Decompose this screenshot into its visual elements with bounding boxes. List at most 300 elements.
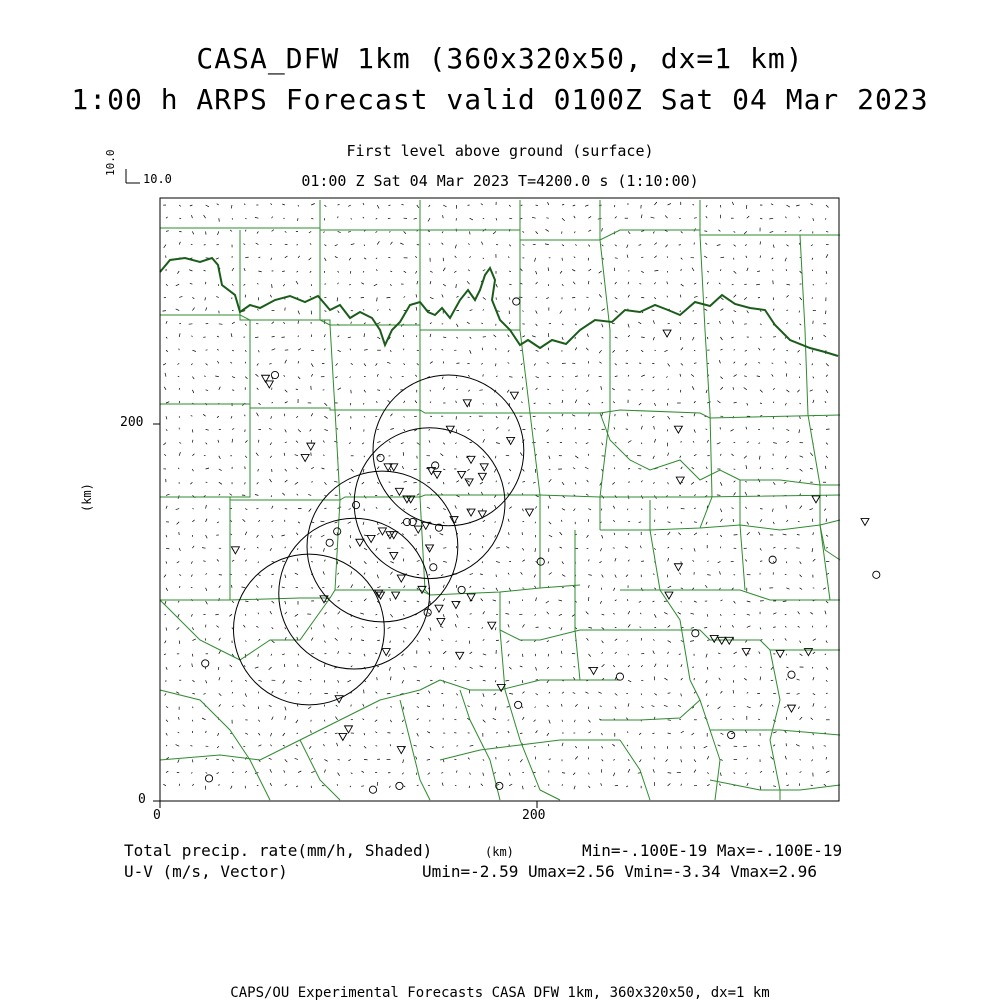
- wind-vector: [797, 693, 800, 694]
- wind-vector: [364, 733, 365, 735]
- wind-vector: [377, 241, 379, 244]
- wind-vector: [760, 390, 763, 393]
- wind-vector: [694, 218, 697, 219]
- station-triangle-marker: [467, 509, 475, 516]
- wind-vector: [428, 231, 430, 232]
- wind-vector: [496, 427, 499, 429]
- wind-vector: [733, 519, 734, 522]
- wind-vector: [599, 362, 601, 364]
- wind-vector: [192, 693, 195, 694]
- wind-vector: [826, 311, 827, 315]
- wind-vector: [389, 389, 390, 390]
- wind-vector: [585, 692, 588, 694]
- wind-vector: [377, 297, 378, 301]
- wind-vector: [694, 495, 696, 496]
- wind-vector: [654, 534, 655, 535]
- wind-vector: [404, 481, 407, 482]
- wind-vector: [773, 627, 776, 628]
- wind-vector: [338, 205, 340, 206]
- wind-vector: [800, 456, 804, 458]
- station-triangle-marker: [525, 509, 533, 516]
- wind-vector: [442, 294, 443, 297]
- wind-vector: [585, 467, 588, 469]
- wind-vector: [785, 626, 786, 627]
- wind-vector: [575, 704, 577, 706]
- wind-vector: [760, 311, 761, 312]
- wind-vector: [562, 773, 565, 774]
- station-triangle-marker: [488, 622, 496, 629]
- wind-vector: [417, 588, 419, 590]
- station-triangle-marker: [467, 456, 475, 463]
- wind-vector: [456, 495, 459, 497]
- wind-vector: [811, 785, 813, 786]
- wind-vector: [496, 403, 497, 406]
- wind-vector: [706, 205, 707, 207]
- wind-vector: [430, 402, 431, 404]
- wind-vector: [364, 230, 365, 231]
- wind-vector: [469, 390, 470, 392]
- wind-vector: [654, 297, 655, 299]
- wind-vector: [443, 443, 445, 445]
- wind-vector: [272, 520, 274, 521]
- wind-vector: [641, 231, 644, 232]
- wind-vector: [586, 443, 589, 444]
- wind-vector: [349, 443, 351, 444]
- wind-vector: [615, 575, 617, 578]
- wind-vector: [641, 271, 644, 273]
- wind-vector: [482, 627, 483, 628]
- wind-vector: [588, 245, 589, 247]
- wind-vector: [813, 733, 814, 735]
- wind-vector: [349, 745, 351, 746]
- wind-vector: [707, 667, 708, 670]
- wind-vector: [430, 627, 431, 630]
- wind-vector: [298, 548, 299, 550]
- wind-vector: [404, 429, 405, 431]
- wind-vector: [573, 693, 576, 694]
- wind-vector: [812, 548, 813, 552]
- wind-vector: [284, 414, 285, 417]
- wind-vector: [390, 522, 391, 523]
- station-circle-marker: [271, 371, 278, 378]
- wind-vector: [310, 679, 311, 680]
- wind-vector: [786, 468, 788, 469]
- wind-vector: [628, 680, 631, 682]
- wind-vector: [615, 217, 617, 219]
- wind-vector: [707, 756, 709, 759]
- station-triangle-marker: [710, 635, 718, 642]
- wind-vector: [271, 733, 272, 736]
- wind-vector: [166, 284, 168, 286]
- x-tick-label-0: 0: [153, 808, 161, 823]
- wind-vector: [759, 443, 760, 444]
- wind-vector: [745, 560, 747, 562]
- wind-vector: [602, 402, 604, 403]
- wind-vector: [351, 666, 353, 667]
- wind-vector: [192, 215, 193, 218]
- wind-vector: [245, 467, 246, 470]
- station-triangle-marker: [456, 652, 464, 659]
- wind-vector: [562, 245, 564, 246]
- wind-vector: [282, 271, 285, 272]
- wind-vector: [521, 205, 523, 206]
- wind-vector: [417, 733, 419, 736]
- wind-vector: [706, 680, 708, 683]
- wind-vector: [717, 401, 720, 403]
- wind-vector: [231, 333, 232, 337]
- wind-vector: [773, 547, 775, 548]
- wind-vector: [797, 390, 799, 392]
- wind-vector: [587, 638, 589, 641]
- wind-vector: [206, 519, 207, 522]
- wind-vector: [574, 720, 575, 722]
- wind-vector: [758, 362, 760, 363]
- wind-vector: [218, 231, 219, 235]
- wind-vector: [496, 640, 499, 641]
- wind-vector: [826, 667, 828, 670]
- wind-vector: [694, 401, 696, 403]
- wind-vector: [520, 453, 522, 456]
- wind-vector: [522, 654, 523, 657]
- wind-vector: [215, 376, 219, 377]
- wind-vector: [707, 575, 711, 576]
- wind-vector: [717, 443, 721, 445]
- wind-vector: [298, 680, 302, 682]
- wind-vector: [190, 283, 193, 284]
- wind-vector: [734, 652, 737, 654]
- wind-vector: [536, 324, 538, 326]
- wind-vector: [443, 759, 444, 762]
- station-triangle-marker: [812, 496, 820, 503]
- wind-vector: [390, 720, 391, 722]
- wind-vector: [363, 217, 364, 218]
- wind-vector: [681, 678, 683, 680]
- wind-vector: [219, 494, 220, 495]
- wind-vector: [602, 413, 603, 416]
- station-triangle-marker: [395, 488, 403, 495]
- wind-vector: [364, 258, 366, 259]
- wind-vector: [733, 321, 734, 324]
- wind-vector: [573, 773, 575, 775]
- station-triangle-marker: [301, 454, 309, 461]
- wind-vector: [654, 509, 656, 510]
- wind-vector: [245, 377, 247, 379]
- wind-vector: [826, 680, 827, 681]
- wind-vector: [509, 205, 510, 207]
- wind-vector: [324, 245, 326, 246]
- wind-vector: [706, 216, 707, 218]
- wind-vector: [338, 350, 341, 352]
- wind-vector: [786, 785, 789, 786]
- wind-vector: [192, 546, 194, 548]
- wind-vector: [338, 759, 340, 760]
- wind-vector: [574, 786, 575, 790]
- wind-vector: [602, 614, 605, 615]
- wind-vector: [206, 390, 209, 391]
- wind-vector: [641, 680, 643, 681]
- wind-vector: [546, 229, 549, 231]
- wind-vector: [338, 651, 339, 654]
- wind-vector: [311, 482, 313, 483]
- wind-vector: [668, 586, 672, 588]
- wind-vector: [272, 627, 274, 629]
- wind-vector: [377, 707, 378, 709]
- wind-vector: [706, 297, 708, 298]
- wind-vector: [204, 270, 206, 271]
- wind-vector: [322, 468, 325, 469]
- wind-vector: [535, 548, 536, 552]
- wind-vector: [734, 492, 736, 495]
- wind-vector: [232, 560, 234, 561]
- wind-vector: [664, 678, 667, 680]
- wind-vector: [232, 746, 233, 748]
- wind-vector: [206, 429, 209, 430]
- wind-vector: [166, 494, 170, 495]
- wind-vector: [641, 746, 642, 749]
- wind-vector: [653, 769, 654, 772]
- wind-vector: [456, 641, 457, 642]
- wind-vector: [668, 720, 671, 721]
- wind-vector: [377, 640, 380, 641]
- wind-vector: [336, 705, 338, 707]
- wind-vector: [602, 535, 603, 538]
- wind-vector: [496, 614, 498, 615]
- wind-vector: [206, 773, 208, 774]
- wind-vector: [824, 335, 827, 337]
- wind-vector: [351, 638, 352, 641]
- title-line-1: CASA_DFW 1km (360x320x50, dx=1 km): [0, 42, 1000, 75]
- wind-vector: [430, 535, 431, 538]
- wind-vector: [720, 519, 722, 522]
- wind-vector: [470, 416, 472, 417]
- wind-vector: [311, 413, 313, 416]
- wind-vector: [760, 667, 762, 668]
- wind-vector: [270, 456, 271, 458]
- wind-vector: [179, 586, 180, 588]
- wind-vector: [744, 678, 747, 680]
- wind-vector: [219, 482, 222, 484]
- wind-vector: [602, 733, 603, 735]
- wind-vector: [706, 693, 707, 695]
- station-circle-marker: [692, 630, 699, 637]
- wind-vector: [706, 654, 707, 658]
- wind-vector: [522, 387, 523, 390]
- wind-vector: [245, 601, 248, 602]
- wind-vector: [483, 456, 485, 458]
- wind-vector: [613, 773, 614, 777]
- wind-vector: [455, 245, 456, 249]
- reference-vector-label: 10.0: [143, 172, 172, 186]
- wind-vector: [178, 732, 180, 733]
- wind-vector: [575, 245, 577, 246]
- wind-vector: [362, 443, 364, 445]
- wind-vector: [390, 641, 391, 643]
- wind-vector: [654, 746, 655, 748]
- wind-vector: [508, 350, 509, 352]
- wind-vector: [757, 376, 760, 377]
- wind-vector: [256, 243, 259, 245]
- wind-vector: [258, 309, 259, 310]
- wind-vector: [283, 733, 285, 736]
- wind-vector: [641, 665, 642, 667]
- wind-vector: [311, 758, 313, 759]
- wind-vector: [311, 350, 314, 351]
- wind-vector: [347, 680, 350, 682]
- wind-vector: [717, 245, 721, 246]
- wind-vector: [270, 783, 272, 786]
- wind-vector: [627, 509, 628, 511]
- wind-vector: [404, 614, 405, 616]
- wind-vector: [800, 561, 802, 564]
- wind-vector: [772, 374, 774, 376]
- wind-vector: [429, 440, 430, 442]
- wind-vector: [562, 414, 563, 416]
- wind-vector: [219, 218, 220, 222]
- wind-vector: [612, 389, 615, 390]
- wind-vector: [377, 374, 378, 377]
- wind-vector: [179, 665, 180, 667]
- wind-vector: [494, 693, 497, 695]
- wind-vector: [653, 320, 654, 323]
- wind-vector: [694, 350, 695, 351]
- wind-vector: [390, 572, 392, 575]
- station-triangle-marker: [787, 705, 795, 712]
- wind-vector: [483, 535, 484, 537]
- wind-vector: [338, 271, 339, 273]
- wind-vector: [520, 733, 522, 734]
- wind-vector: [206, 731, 207, 733]
- wind-vector: [364, 561, 366, 564]
- wind-vector: [402, 720, 403, 722]
- wind-vector: [483, 403, 484, 405]
- wind-vector: [562, 400, 563, 403]
- wind-vector: [691, 627, 694, 628]
- wind-vector: [813, 677, 814, 680]
- wind-vector: [470, 652, 473, 654]
- wind-vector: [824, 509, 826, 511]
- wind-vector: [746, 256, 747, 258]
- wind-vector: [483, 639, 485, 640]
- wind-vector: [639, 759, 641, 762]
- radar-range-ring: [354, 428, 505, 579]
- wind-vector: [536, 350, 539, 351]
- wind-vector: [562, 720, 563, 722]
- wind-vector: [271, 203, 272, 205]
- station-triangle-marker: [367, 535, 375, 542]
- wind-vector: [361, 297, 364, 298]
- wind-vector: [588, 627, 592, 628]
- station-triangle-marker: [356, 539, 364, 546]
- wind-vector: [548, 744, 549, 746]
- wind-vector: [562, 561, 564, 564]
- wind-vector: [522, 588, 524, 589]
- wind-vector: [772, 468, 773, 469]
- wind-vector: [720, 600, 722, 601]
- wind-vector: [496, 218, 497, 220]
- wind-vector: [508, 363, 510, 364]
- wind-vector: [363, 203, 364, 205]
- wind-vector: [521, 572, 523, 574]
- wind-vector: [166, 561, 167, 563]
- wind-vector: [509, 377, 512, 378]
- wind-vector: [311, 374, 313, 377]
- wind-vector: [534, 746, 535, 747]
- wind-vector: [599, 294, 601, 297]
- wind-vector: [587, 535, 589, 538]
- station-circle-marker: [458, 586, 465, 593]
- wind-vector: [217, 773, 219, 774]
- wind-vector: [203, 414, 205, 416]
- wind-vector: [681, 467, 683, 469]
- wind-vector: [508, 257, 509, 258]
- wind-vector: [244, 268, 245, 271]
- wind-vector: [707, 705, 708, 707]
- wind-vector: [481, 784, 483, 786]
- wind-vector: [179, 205, 181, 206]
- wind-vector: [245, 218, 246, 219]
- wind-vector: [351, 322, 352, 324]
- wind-vector: [561, 520, 562, 522]
- wind-vector: [639, 522, 642, 523]
- wind-vector: [351, 469, 354, 472]
- wind-vector: [760, 218, 762, 219]
- wind-vector: [206, 535, 208, 538]
- wind-vector: [283, 284, 285, 286]
- wind-vector: [692, 588, 694, 590]
- station-triangle-marker: [742, 649, 750, 656]
- wind-vector: [483, 258, 484, 259]
- wind-vector: [628, 665, 630, 667]
- wind-vector: [668, 693, 671, 694]
- station-triangle-marker: [665, 592, 673, 599]
- wind-vector: [296, 745, 298, 747]
- wind-vector: [826, 548, 828, 549]
- wind-vector: [389, 442, 390, 443]
- county-boundaries: [160, 200, 840, 800]
- station-triangle-marker: [378, 528, 386, 535]
- wind-vector: [285, 759, 288, 762]
- wind-vector: [443, 667, 444, 670]
- wind-vector: [668, 773, 672, 774]
- wind-vector: [218, 284, 219, 286]
- wind-vector: [588, 281, 589, 284]
- wind-vector: [283, 745, 285, 746]
- wind-vector: [257, 413, 259, 417]
- wind-vector: [760, 704, 762, 707]
- wind-vector: [191, 614, 192, 616]
- station-circle-marker: [377, 454, 384, 461]
- wind-vector: [693, 560, 695, 561]
- station-triangle-marker: [397, 575, 405, 582]
- wind-vector: [338, 611, 341, 614]
- wind-vector: [219, 704, 221, 706]
- wind-vector: [798, 707, 799, 709]
- wind-vector: [363, 271, 364, 273]
- wind-vector: [244, 548, 245, 550]
- wind-vector: [522, 245, 524, 246]
- wind-vector: [509, 469, 511, 471]
- wind-vector: [760, 548, 761, 550]
- wind-vector: [414, 218, 417, 219]
- wind-vector: [348, 522, 351, 524]
- wind-vector: [745, 641, 747, 643]
- wind-vector: [800, 575, 802, 577]
- wind-vector: [747, 626, 751, 628]
- wind-vector: [377, 466, 379, 469]
- wind-vector: [206, 680, 207, 683]
- wind-vector: [628, 560, 630, 562]
- wind-vector: [812, 297, 813, 298]
